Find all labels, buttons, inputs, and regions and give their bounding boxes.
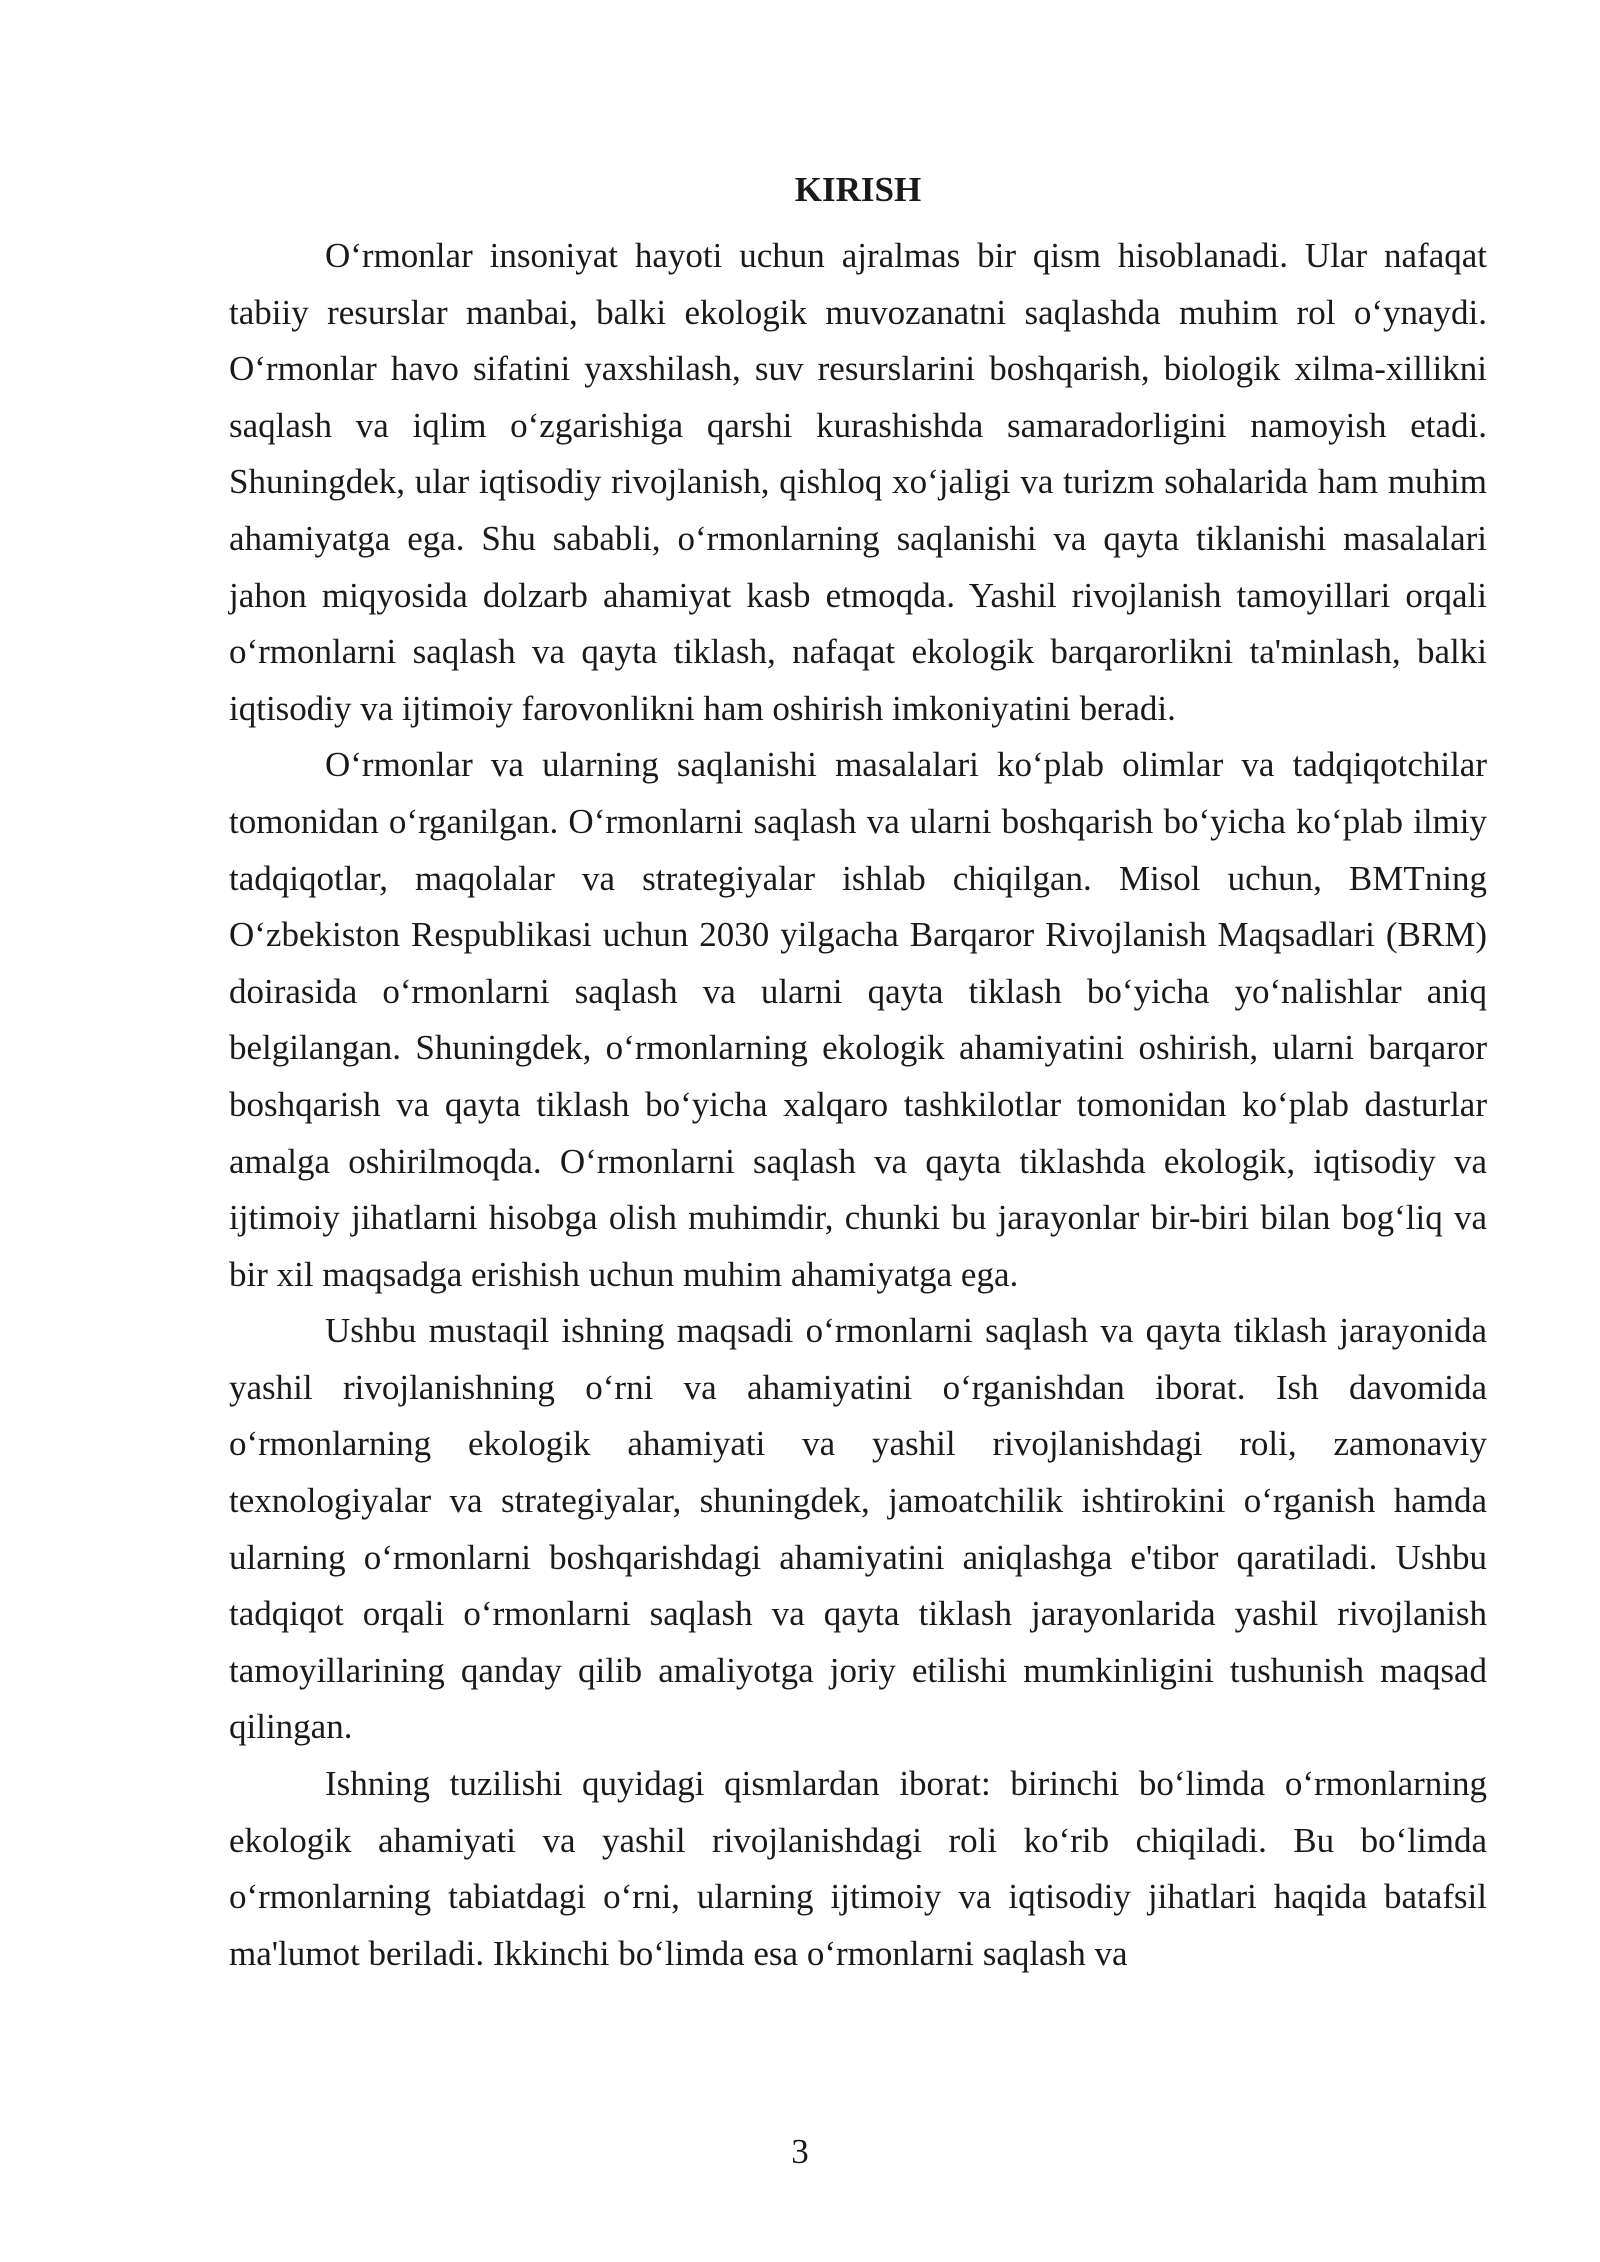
paragraph: Ushbu mustaqil ishning maqsadi o‘rmonlarni saqlash va qayta tiklash jarayonida yashil rivojlanishning o‘rni va ahamiyatini o‘rganishdan iborat. Ish davomida o‘rmonlarning ekologik ahamiyati va yashil rivojlanishdagi roli, zamonaviy texnologiyalar va strategiyalar, shuningdek, jamoatchilik ishtirokini o‘rganish hamda ularning o‘rmonlarni boshqarishdagi ahamiyatini aniqlashga e'tibor qaratiladi. Ushbu tadqiqot orqali o‘rmonlarni saqlash va qayta tiklash jarayonlarida yashil rivojlanish tamoyillarining qanday qilib amaliyotga joriy etilishi mumkinligini tushunish maqsad qilingan. <box>229 1311 1487 1747</box>
page-content <box>229 162 1487 1982</box>
paragraph: Ishning tuzilishi quyidagi qismlardan iborat: birinchi bo‘limda o‘rmonlarning ekologik ahamiyati va yashil rivojlanishdagi roli ko‘rib chiqiladi. Bu bo‘limda o‘rmonlarning tabiatdagi o‘rni, ularning ijtimoiy va iqtisodiy jihatlari haqida batafsil ma'lumot beriladi. Ikkinchi bo‘limda esa o‘rmonlarni saqlash va <box>229 1764 1487 1973</box>
paragraph: O‘rmonlar va ularning saqlanishi masalalari ko‘plab olimlar va tadqiqotchilar tomonidan o‘rganilgan. O‘rmonlarni saqlash va ularni boshqarish bo‘yicha ko‘plab ilmiy tadqiqotlar, maqolalar va strategiyalar ishlab chiqilgan. Misol uchun, BMTning O‘zbekiston Respublikasi uchun 2030 yilgacha Barqaror Rivojlanish Maqsadlari (BRM) doirasida o‘rmonlarni saqlash va ularni qayta tiklash bo‘yicha yo‘nalishlar aniq belgilangan. Shuningdek, o‘rmonlarning ekologik ahamiyatini oshirish, ularni barqaror boshqarish va qayta tiklash bo‘yicha xalqaro tashkilotlar tomonidan ko‘plab dasturlar amalga oshirilmoqda. O‘rmonlarni saqlash va qayta tiklashda ekologik, iqtisodiy va ijtimoiy jihatlarni hisobga olish muhimdir, chunki bu jarayonlar bir-biri bilan bog‘liq va bir xil maqsadga erishish uchun muhim ahamiyatga ega. <box>229 745 1487 1294</box>
section-title: KIRISH <box>794 170 922 209</box>
page-number: 3 <box>791 2132 809 2171</box>
paragraph: O‘rmonlar insoniyat hayoti uchun ajralmas bir qism hisoblanadi. Ular nafaqat tabiiy resurslar manbai, balki ekologik muvozanatni saqlashda muhim rol o‘ynaydi. O‘rmonlar havo sifatini yaxshilash, suv resurslarini boshqarish, biologik xilma-xillikni saqlash va iqlim o‘zgarishiga qarshi kurashishda samaradorligini namoyish etadi. Shuningdek, ular iqtisodiy rivojlanish, qishloq xo‘jaligi va turizm sohalarida ham muhim ahamiyatga ega. Shu sababli, o‘rmonlarning saqlanishi va qayta tiklanishi masalalari jahon miqyosida dolzarb ahamiyat kasb etmoqda. Yashil rivojlanish tamoyillari orqali o‘rmonlarni saqlash va qayta tiklash, nafaqat ekologik barqarorlikni ta'minlash, balki iqtisodiy va ijtimoiy farovonlikni ham oshirish imkoniyatini beradi. <box>229 236 1487 728</box>
